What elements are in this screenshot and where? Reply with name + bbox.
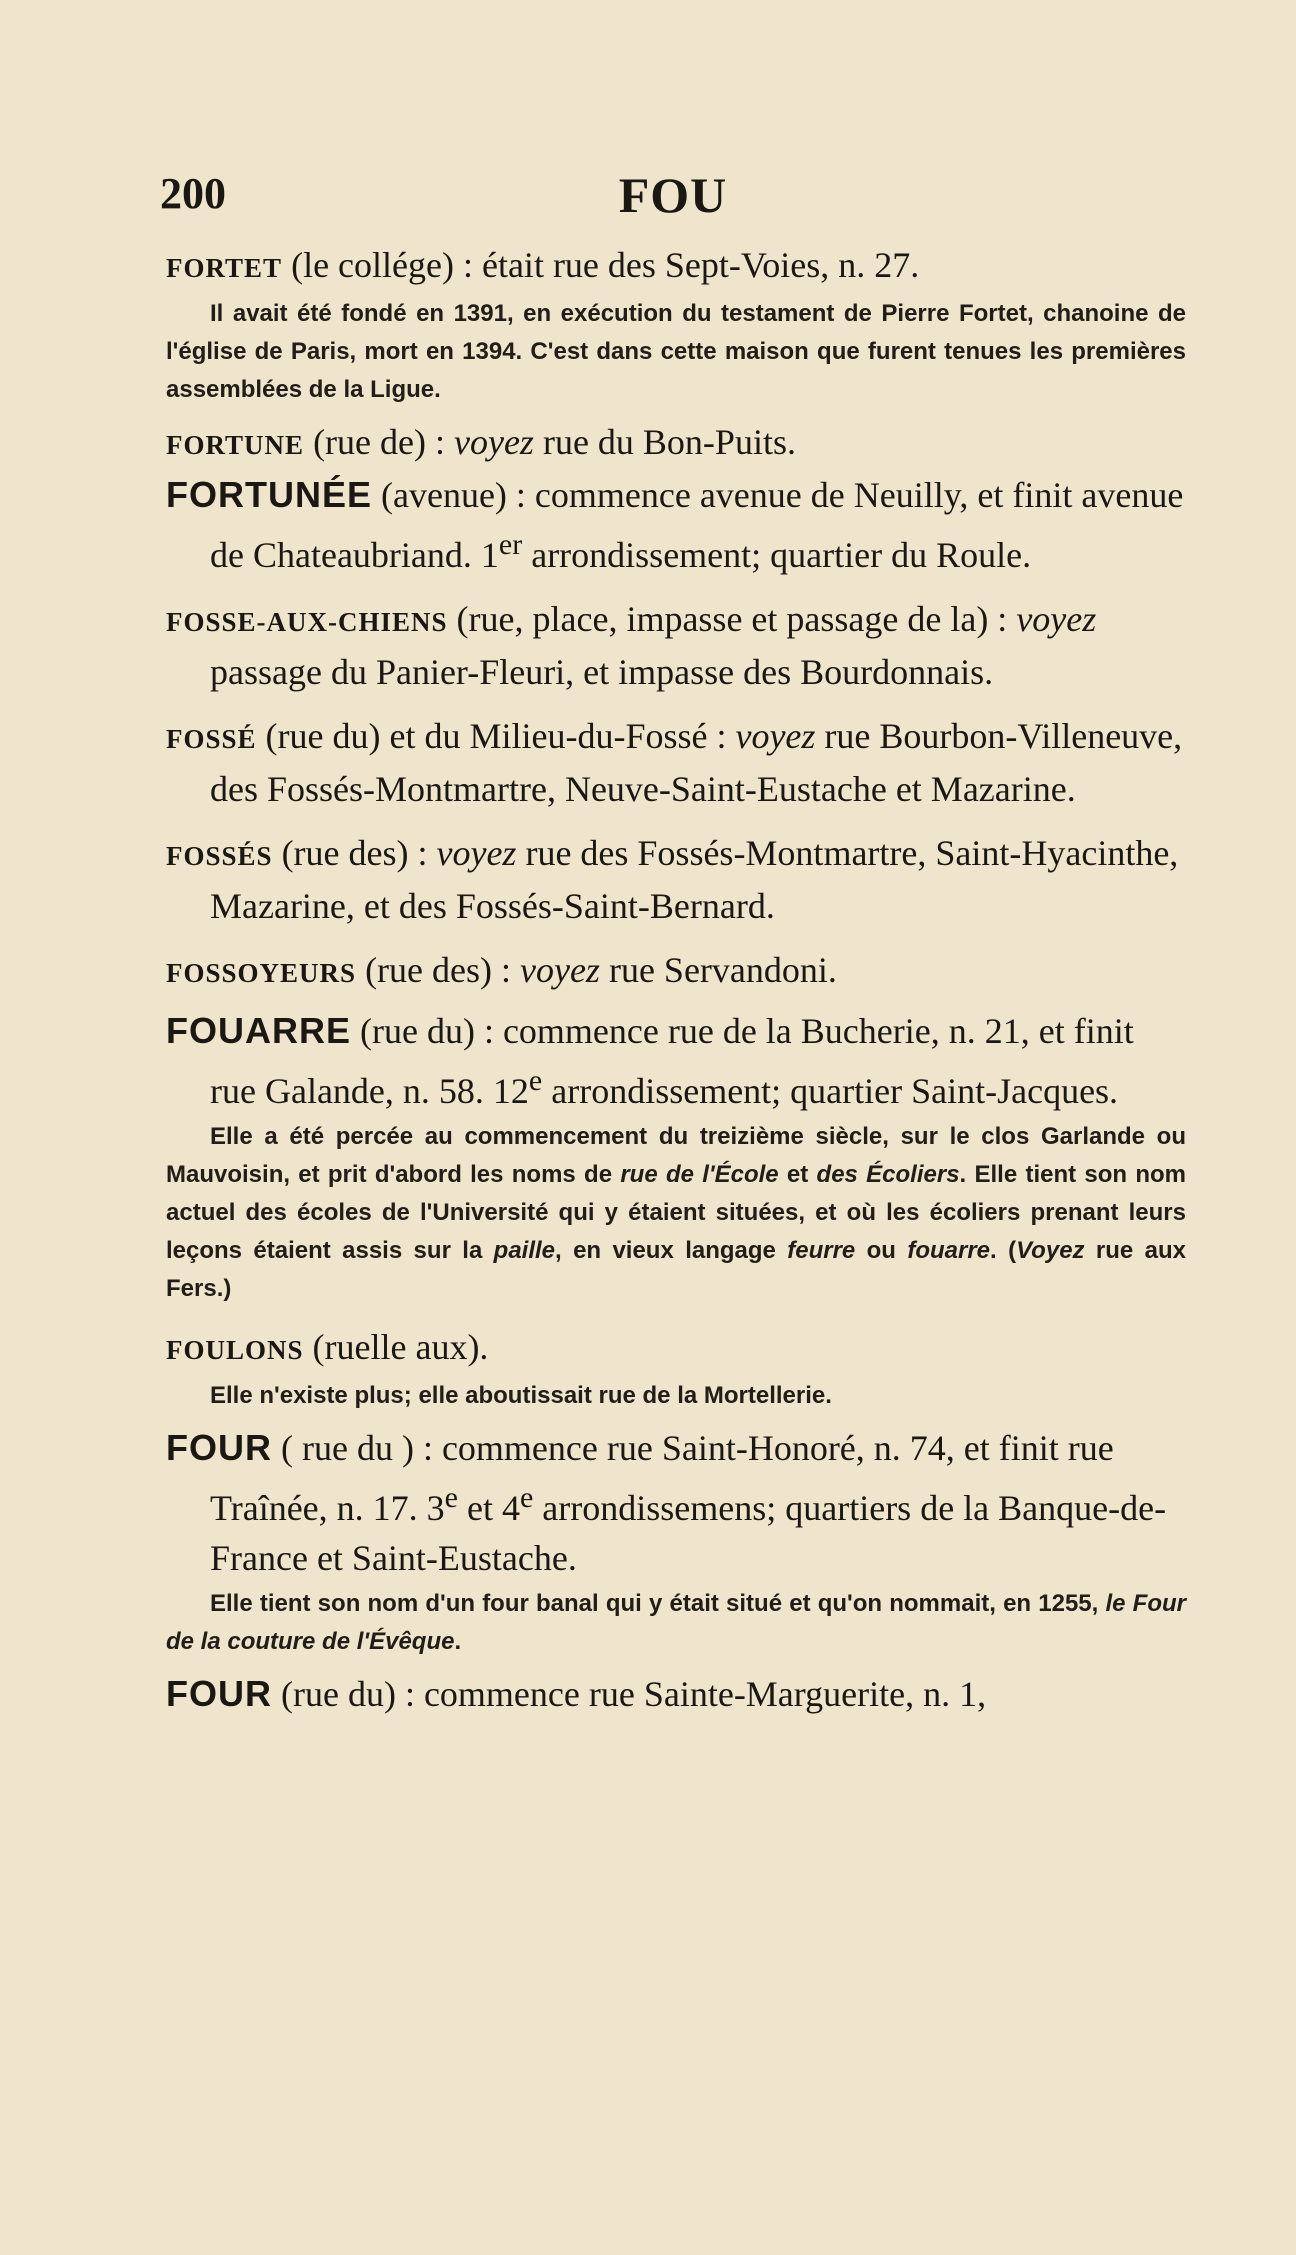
headword: FOUARRE xyxy=(166,1010,351,1051)
page-header xyxy=(160,168,1186,228)
entry-fortune xyxy=(166,417,1186,470)
entry-main: FOUR (rue du) : commence rue Sainte-Marguerite, n. 1, xyxy=(166,1673,987,1714)
entry-fossoyeurs xyxy=(166,945,1186,998)
page-number: 200 xyxy=(160,169,226,218)
headword: FOSSÉ xyxy=(166,724,257,754)
headword: FOSSOYEURS xyxy=(166,958,357,988)
headword: FORTET xyxy=(166,253,283,283)
headword: FORTUNE xyxy=(166,430,305,460)
entry-main: FOSSOYEURS (rue des) : voyez rue Servandoni. xyxy=(166,950,837,990)
entry-fortet xyxy=(166,240,1186,409)
entry-fosses xyxy=(166,828,1186,931)
entry-fosse xyxy=(166,711,1186,814)
headword: FORTUNÉE xyxy=(166,474,372,515)
entry-fouarre xyxy=(166,1006,1186,1308)
headword: FOSSÉS xyxy=(166,841,273,871)
entry-fortunee xyxy=(166,470,1186,580)
headword: FOSSE-AUX-CHIENS xyxy=(166,607,448,637)
entry-main: FORTUNE (rue de) : voyez rue du Bon-Puits. xyxy=(166,422,796,462)
running-head: FOU xyxy=(618,167,728,223)
dictionary-body xyxy=(166,240,1186,1719)
entry-main: FOSSÉS (rue des) : voyez rue des Fossés-Montmartre, Saint-Hyacinthe, Mazarine, et des Fossés-Saint-Bernard. xyxy=(166,833,1179,926)
entry-note: Elle a été percée au commencement du treizième siècle, sur le clos Garlande ou Mauvoisin, et prit d'abord les noms de rue de l'École et des Écoliers. Elle tient son nom actuel des écoles de l'Université qui y étaient situées, et où les écoliers prenant leurs leçons étaient assis sur la paille, en vieux langage feurre ou fouarre. (Voyez rue aux Fers.) xyxy=(166,1123,1186,1302)
entry-main: FOSSÉ (rue du) et du Milieu-du-Fossé : voyez rue Bourbon-Villeneuve, des Fossés-Montmartre, Neuve-Saint-Eustache et Mazarine. xyxy=(166,716,1183,809)
entry-note: Elle tient son nom d'un four banal qui y était situé et qu'on nommait, en 1255, le Four de la couture de l'Évêque. xyxy=(166,1590,1186,1655)
entry-main: FOUR ( rue du ) : commence rue Saint-Honoré, n. 74, et finit rue Traînée, n. 17. 3e et 4e arrondissemens; quartiers de la Banque-de-France et Saint-Eustache. xyxy=(166,1427,1167,1578)
entry-four-2 xyxy=(166,1669,1186,1719)
entry-main: FORTET (le collége) : était rue des Sept-Voies, n. 27. xyxy=(166,245,920,285)
entry-main: FOUARRE (rue du) : commence rue de la Bucherie, n. 21, et finit rue Galande, n. 58. 12e arrondissement; quartier Saint-Jacques. xyxy=(166,1010,1134,1111)
headword: FOUR xyxy=(166,1427,272,1468)
headword: FOULONS xyxy=(166,1335,304,1365)
entry-main: FOSSE-AUX-CHIENS (rue, place, impasse et passage de la) : voyez passage du Panier-Fleuri, et impasse des Bourdonnais. xyxy=(166,599,1097,692)
entry-main: FORTUNÉE (avenue) : commence avenue de Neuilly, et finit avenue de Chateaubriand. 1er arrondissement; quartier du Roule. xyxy=(166,474,1184,575)
entry-fosse-aux-chiens xyxy=(166,594,1186,697)
entry-foulons xyxy=(166,1322,1186,1415)
entry-note: Il avait été fondé en 1391, en exécution du testament de Pierre Fortet, chanoine de l'église de Paris, mort en 1394. C'est dans cette maison que furent tenues les premières assemblées de la Ligue. xyxy=(166,300,1186,403)
entry-four-1 xyxy=(166,1423,1186,1661)
entry-main: FOULONS (ruelle aux). xyxy=(166,1327,489,1367)
headword: FOUR xyxy=(166,1673,272,1714)
entry-note: Elle n'existe plus; elle aboutissait rue de la Mortellerie. xyxy=(210,1382,832,1409)
